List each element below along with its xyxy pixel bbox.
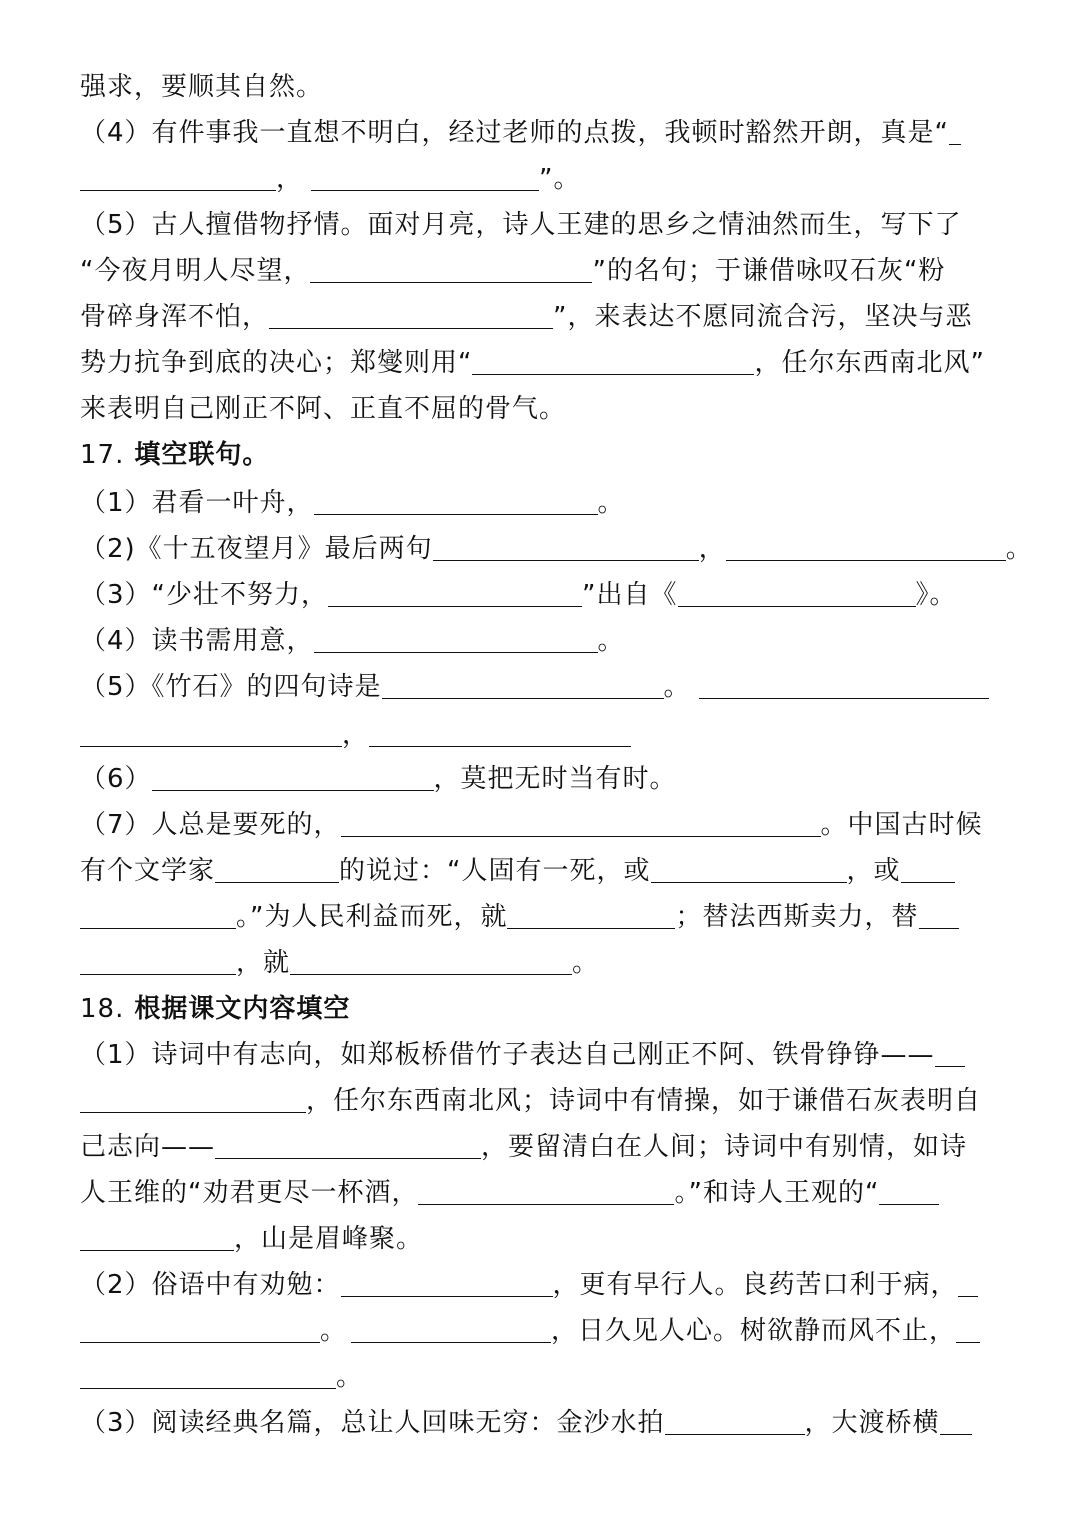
- text-segment: 。: [320, 1316, 348, 1346]
- answer-blank[interactable]: [80, 1082, 306, 1113]
- answer-blank[interactable]: [879, 1174, 939, 1205]
- answer-blank[interactable]: [310, 252, 592, 283]
- text-segment: （3）阅读经典名篇，总让人回味无穷：金沙水拍: [80, 1408, 665, 1438]
- text-line: [80, 848, 1010, 894]
- text-segment: ，就: [236, 948, 291, 978]
- text-segment: ，大渡桥横: [804, 1408, 940, 1438]
- text-segment: ，: [342, 720, 370, 750]
- answer-blank[interactable]: [949, 114, 961, 145]
- answer-blank[interactable]: [956, 1312, 980, 1343]
- text-segment: 有个文学家: [80, 856, 216, 886]
- answer-blank[interactable]: [919, 898, 959, 929]
- text-segment: 。: [663, 672, 691, 702]
- text-segment: 》。: [915, 580, 957, 610]
- text-segment: ，日久见人心。树欲静而风不止，: [551, 1316, 957, 1346]
- text-line: [80, 248, 1010, 294]
- answer-blank[interactable]: [341, 806, 821, 837]
- text-segment: 。”和诗人王观的“: [674, 1178, 880, 1208]
- text-segment: ，任尔东西南北风”: [754, 348, 985, 378]
- text-line: [80, 480, 1010, 526]
- text-segment: （4）读书需用意，: [80, 626, 314, 656]
- text-line: [80, 202, 1010, 248]
- answer-blank[interactable]: [314, 622, 598, 653]
- answer-blank[interactable]: [269, 298, 553, 329]
- text-line: [80, 1354, 1010, 1400]
- text-segment: （4）有件事我一直想不明白，经过老师的点拨，我顿时豁然开朗，真是“: [80, 118, 950, 148]
- text-segment: 。”为人民利益而死，就: [236, 902, 508, 932]
- text-segment: 。: [572, 948, 600, 978]
- answer-blank[interactable]: [940, 1404, 972, 1435]
- answer-blank[interactable]: [80, 716, 342, 747]
- question-number: 17.: [80, 440, 125, 470]
- text-line: [80, 1032, 1010, 1078]
- answer-blank[interactable]: [418, 1174, 674, 1205]
- answer-blank[interactable]: [80, 1358, 336, 1389]
- answer-blank[interactable]: [433, 530, 699, 561]
- text-segment: （2)《十五夜望月》最后两句: [80, 534, 433, 564]
- text-line: [80, 386, 1010, 432]
- answer-blank[interactable]: [80, 1312, 320, 1343]
- text-line: [80, 1400, 1010, 1446]
- answer-blank[interactable]: [472, 344, 754, 375]
- text-line: [80, 526, 1033, 572]
- answer-blank[interactable]: [726, 530, 1006, 561]
- question-18-heading: [80, 986, 1010, 1032]
- answer-blank[interactable]: [215, 852, 339, 883]
- answer-blank[interactable]: [314, 484, 598, 515]
- text-segment: ”出自《: [582, 580, 678, 610]
- answer-blank[interactable]: [699, 668, 989, 699]
- answer-blank[interactable]: [651, 852, 847, 883]
- text-segment: （7）人总是要死的，: [80, 810, 341, 840]
- text-segment: （5）古人擅借物抒情。面对月亮，诗人王建的思乡之情油然而生，写下了: [80, 210, 962, 240]
- answer-blank[interactable]: [935, 1036, 965, 1067]
- text-segment: 。: [597, 488, 625, 518]
- question-17-heading: [80, 432, 1010, 478]
- text-line: [80, 340, 1010, 386]
- answer-blank[interactable]: [678, 576, 916, 607]
- text-segment: 来表明自己刚正不阿、正直不屈的骨气。: [80, 394, 567, 424]
- answer-blank[interactable]: [507, 898, 675, 929]
- answer-blank[interactable]: [80, 160, 276, 191]
- text-segment: ，任尔东西南北风；诗词中有情操，如于谦借石灰表明自: [306, 1086, 982, 1116]
- text-segment: （1）君看一叶舟，: [80, 488, 314, 518]
- text-line: [80, 1216, 1010, 1262]
- text-line: [80, 64, 1010, 110]
- text-line: [80, 1078, 1010, 1124]
- text-segment: 己志向——: [80, 1132, 216, 1162]
- text-segment: ”，来表达不愿同流合污，坚决与恶: [553, 302, 973, 332]
- text-segment: ，莫把无时当有时。: [433, 764, 677, 794]
- text-segment: 。: [336, 1362, 364, 1392]
- text-line: [80, 1170, 1010, 1216]
- text-line: [80, 1124, 1010, 1170]
- text-line: [80, 1308, 1010, 1354]
- question-title: 根据课文内容填空: [134, 994, 351, 1024]
- text-segment: 人王维的“劝君更尽一杯酒，: [80, 1178, 419, 1208]
- text-segment: “今夜月明人尽望，: [80, 256, 311, 286]
- text-line: [80, 940, 1010, 986]
- text-line: [80, 1262, 1010, 1308]
- answer-blank[interactable]: [80, 944, 236, 975]
- text-line: [80, 294, 1010, 340]
- answer-blank[interactable]: [382, 668, 664, 699]
- text-segment: 势力抗争到底的决心；郑燮则用“: [80, 348, 473, 378]
- text-line: [80, 156, 1010, 202]
- text-segment: 骨碎身浑不怕，: [80, 302, 270, 332]
- text-segment: ，要留清白在人间；诗词中有别情，如诗: [481, 1132, 968, 1162]
- answer-blank[interactable]: [351, 1312, 551, 1343]
- answer-blank[interactable]: [665, 1404, 805, 1435]
- text-line: [80, 664, 1010, 710]
- text-segment: 。中国古时候: [820, 810, 983, 840]
- text-line: [80, 756, 1010, 802]
- text-segment: ；替法西斯卖力，替: [675, 902, 919, 932]
- text-segment: ，山是眉峰聚。: [234, 1224, 424, 1254]
- answer-blank[interactable]: [215, 1128, 481, 1159]
- text-segment: 。: [1005, 534, 1033, 564]
- answer-blank[interactable]: [328, 576, 582, 607]
- answer-blank[interactable]: [369, 716, 631, 747]
- answer-blank[interactable]: [80, 1220, 234, 1251]
- text-segment: ，: [698, 534, 726, 564]
- text-segment: ，: [276, 164, 304, 194]
- text-line: [80, 618, 1010, 664]
- text-line: [80, 110, 1010, 156]
- text-line: [80, 712, 1010, 758]
- text-segment: （6）: [80, 764, 152, 794]
- text-segment: ”的名句；于谦借咏叹石灰“粉: [592, 256, 946, 286]
- text-segment: （2）俗语中有劝勉：: [80, 1270, 341, 1300]
- text-segment: （5）《竹石》的四句诗是: [80, 672, 382, 702]
- answer-blank[interactable]: [341, 1266, 553, 1297]
- question-number: 18.: [80, 994, 125, 1024]
- answer-blank[interactable]: [901, 852, 955, 883]
- text-segment: （1）诗词中有志向，如郑板桥借竹子表达自己刚正不阿、铁骨铮铮——: [80, 1040, 935, 1070]
- text-line: [80, 802, 1010, 848]
- answer-blank[interactable]: [958, 1266, 978, 1297]
- answer-blank[interactable]: [290, 944, 572, 975]
- text-segment: （3）“少壮不努力，: [80, 580, 329, 610]
- answer-blank[interactable]: [152, 760, 434, 791]
- text-segment: ，或: [846, 856, 901, 886]
- text-segment: ”。: [539, 164, 581, 194]
- question-title: 填空联句。: [134, 440, 270, 470]
- text-segment: ，更有早行人。良药苦口利于病，: [552, 1270, 958, 1300]
- text-line: [80, 894, 1010, 940]
- text-segment: 的说过：“人固有一死，或: [339, 856, 651, 886]
- answer-blank[interactable]: [311, 160, 539, 191]
- answer-blank[interactable]: [80, 898, 236, 929]
- text-segment: 。: [597, 626, 625, 656]
- text-line: [80, 572, 1010, 618]
- text-segment: 强求，要顺其自然。: [80, 72, 324, 102]
